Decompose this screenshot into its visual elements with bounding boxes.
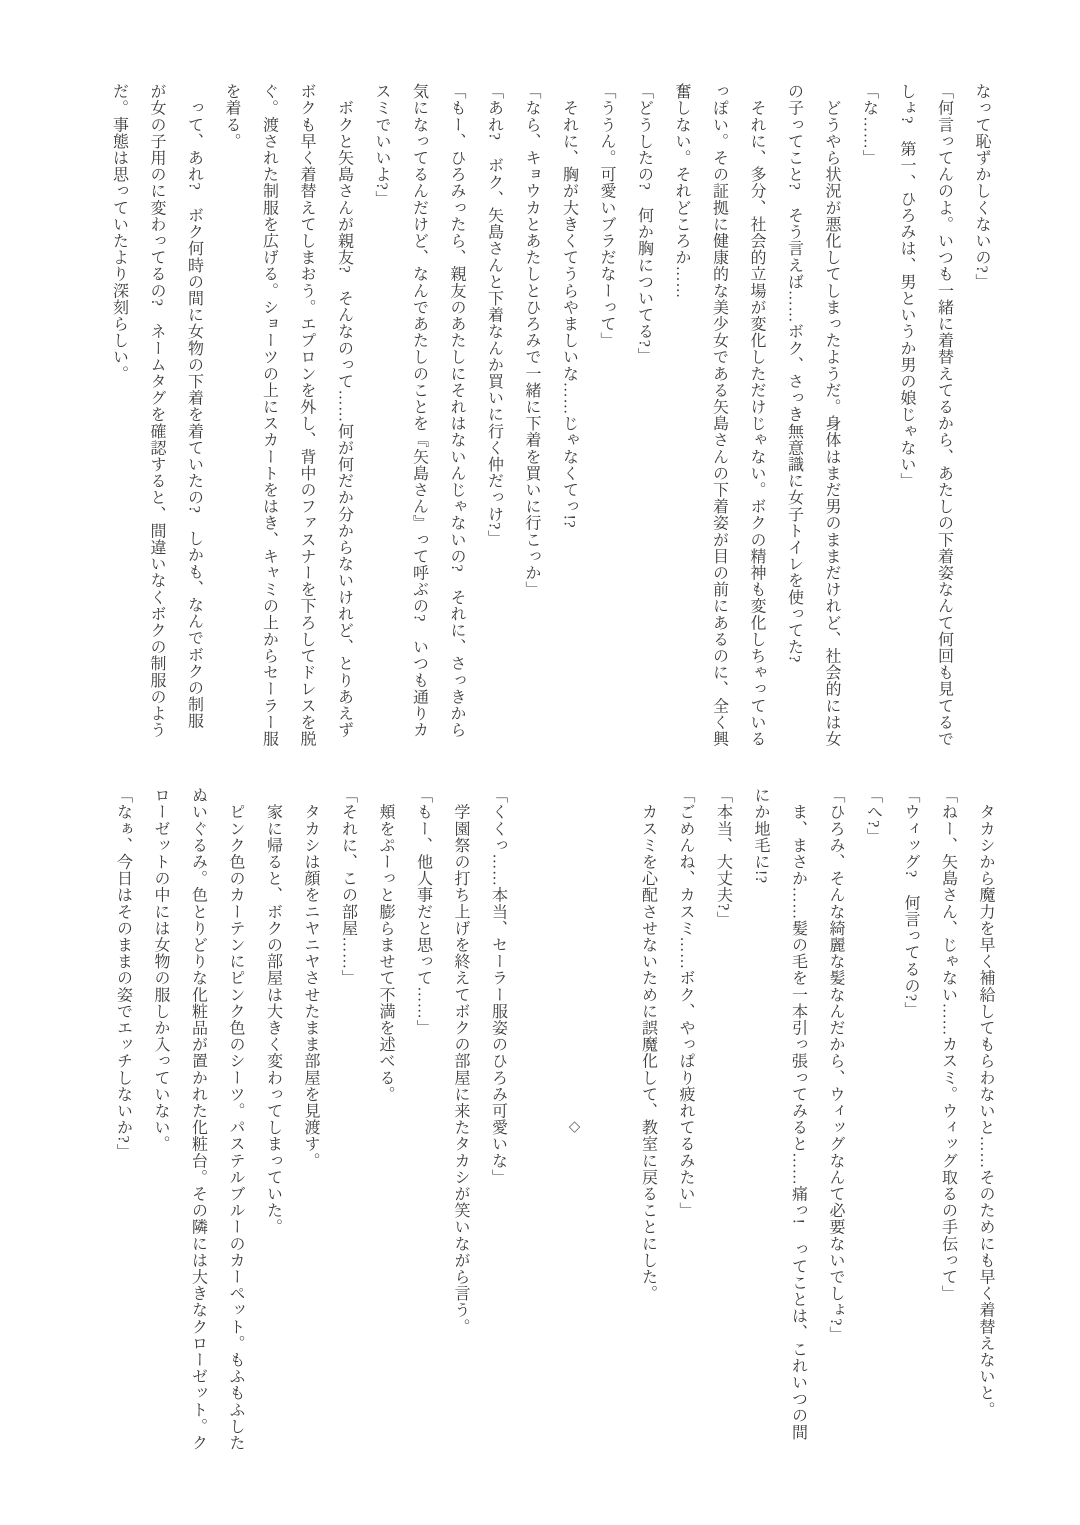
text-column: 家に帰ると、ボクの部屋は大きく変わってしまっていた。: [264, 787, 282, 1236]
text-column: [592, 787, 630, 1465]
bottom-text-block: [104, 787, 1004, 1465]
text-column: 「あれ? ボク、矢島さんと下着なんか買いに行く仲だっけ?」: [485, 83, 503, 547]
text-column: 「もー、ひろみったら、親友のあたしにそれはないんじゃないの? それに、さっきから: [448, 83, 465, 739]
text-column: が女の子用のに変わってるの? ネームタグを確認すると、間違いなくボクの制服のよう: [148, 83, 165, 739]
text-column: 「へ?」: [864, 787, 882, 845]
text-column: 頬をぷーっと膨らませて不満を述べる。: [377, 787, 394, 1103]
top-text-block: [100, 83, 1000, 775]
text-column: スミでいいよ?」: [373, 83, 390, 207]
text-column: って、あれ? ボク何時の間に女物の下着を着ていたの? しかも、なんでボクの制服: [185, 83, 203, 730]
text-column: 「ひろみ、そんな綺麗な髪なんだから、ウィッグなんて必要ないでしょ?」: [827, 787, 844, 1343]
text-column: 「ごめんね、カスミ……ボク、やっぱり疲れてるみたい」: [677, 787, 694, 1219]
text-column: [517, 787, 555, 1465]
text-column: タカシから魔力を早く補給してもらわないと……そのためにも早く着替えないと。: [977, 787, 994, 1418]
text-column: 「本当、大丈夫?」: [714, 787, 732, 928]
text-column: 気になってるんだけど、なんであたしのことを『矢島さん』って呼ぶの? いつも通りカ: [410, 83, 428, 739]
text-column: しょ? 第一、ひろみは、男というか男の娘じゃない」: [898, 83, 915, 490]
text-column: なって恥ずかしくないの?」: [973, 83, 990, 290]
text-column: それに、胸が大きくてうらやましいな……じゃなくてっ!?: [560, 83, 578, 529]
text-column: 奮しない。それどころか……: [673, 83, 690, 299]
text-column: ぐ。渡された制服を広げる。ショーツの上にスカートをはき、キャミの上からセーラー服: [260, 83, 278, 747]
text-column: にか地毛に!?: [752, 787, 769, 884]
text-column: どうやら状況が悪化してしまったようだ。身体はまだ男のままだけれど、社会的には女: [823, 83, 840, 747]
text-column: カスミを心配させないために誤魔化して、教室に戻ることにした。: [639, 787, 657, 1302]
text-column: 「くくっ……本当、セーラー服姿のひろみ可愛いな」: [489, 787, 507, 1186]
text-column: タカシは顔をニヤニヤさせたまま部屋を見渡す。: [302, 787, 319, 1169]
text-column: 「それに、この部屋……」: [339, 787, 357, 987]
text-column: 「もー、他人事だと思って……」: [414, 787, 432, 1036]
text-column: の子ってこと? そう言えば……ボク、さっき無意識に女子トイレを使ってた?: [785, 83, 803, 663]
text-column: 「何言ってんのよ。いつも一緒に着替えてるから、あたしの下着姿なんて何回も見てるで: [935, 83, 953, 747]
scene-separator: ◇: [565, 1116, 582, 1136]
text-column: ボクも早く着替えてしまおう。エプロンを外し、背中のファスナーを下ろしてドレスを脱: [298, 83, 315, 747]
text-column: 学園祭の打ち上げを終えてボクの部屋に来たタカシが笑いながら言う。: [452, 787, 469, 1335]
text-column: ま、まさか……髪の毛を一本引っ張ってみると……痛っ! ってことは、これいつの間: [789, 787, 807, 1441]
text-column: ぬいぐるみ。色とりどりな化粧品が置かれた化粧台。その隣には大きなクローゼット。ク: [189, 787, 207, 1451]
text-column: だ。事態は思っていたより深刻らしい。: [110, 83, 128, 382]
text-column: 「なら、キョウカとあたしとひろみで一緒に下着を買いに行こっか」: [523, 83, 540, 598]
text-column: ピンク色のカーテンにピンク色のシーツ。パステルブルーのカーペット。もふもふした: [227, 787, 244, 1451]
text-column: っぽい。その証拠に健康的な美少女である矢島さんの下着姿が目の前にあるのに、全く興: [710, 83, 728, 747]
text-column: 「どうしたの? 何か胸についてる?」: [635, 83, 653, 365]
text-column: ボクと矢島さんが親友? そんなのって……何が何だか分からないけれど、とりあえず: [335, 83, 353, 739]
text-column: 「ねー、矢島さん、じゃない……カスミ。ウィッグ取るの手伝って」: [939, 787, 957, 1302]
text-column: それに、多分、社会的立場が変化しただけじゃない。ボクの精神も変化しちゃっている: [748, 83, 765, 747]
text-column: 「なぁ、今日はそのままの姿でエッチしないか?」: [114, 787, 132, 1160]
text-column: ローゼットの中には女物の服しか入っていない。: [152, 787, 169, 1153]
text-column: 「ううん。可愛いブラだなーって」: [598, 83, 615, 349]
text-column: 「な……」: [860, 83, 878, 166]
text-column: 「ウィッグ? 何言ってるの?」: [902, 787, 919, 1019]
text-column: を着る。: [223, 83, 240, 150]
